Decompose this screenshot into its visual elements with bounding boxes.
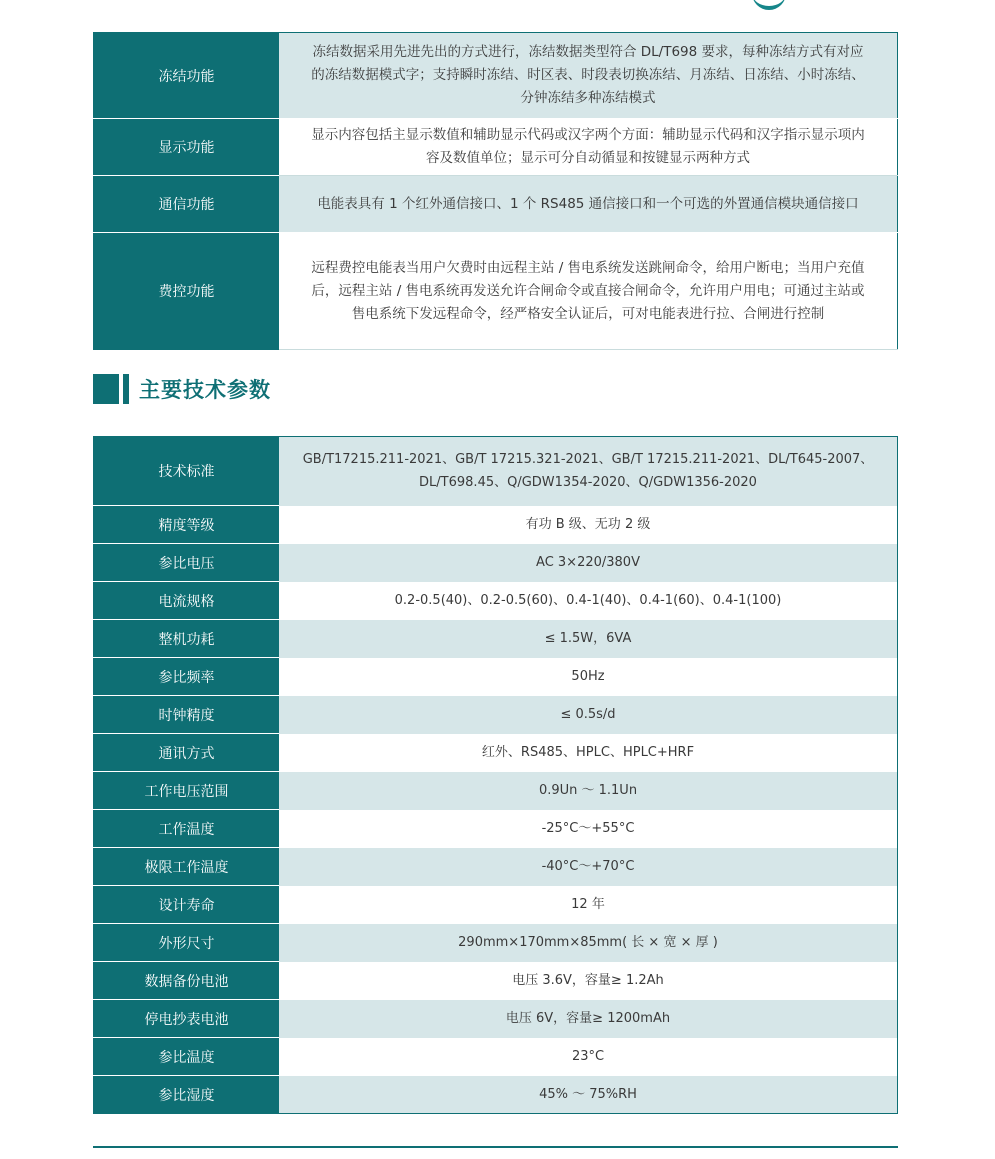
spec-label: 极限工作温度	[94, 848, 280, 886]
spec-label: 精度等级	[94, 506, 280, 544]
feature-label: 通信功能	[94, 176, 280, 233]
table-row	[94, 962, 898, 1000]
table-row	[94, 1000, 898, 1038]
bottom-divider	[93, 1146, 898, 1148]
spec-value: 0.2-0.5(40)、0.2-0.5(60)、0.4-1(40)、0.4-1(60)、0.4-1(100)	[279, 582, 898, 620]
spec-value: ≤ 0.5s/d	[279, 696, 898, 734]
spec-label: 通讯方式	[94, 734, 280, 772]
spec-value: 12 年	[279, 886, 898, 924]
table-row	[94, 620, 898, 658]
spec-label: 设计寿命	[94, 886, 280, 924]
table-row	[94, 437, 898, 506]
table-row	[94, 544, 898, 582]
section-title: 主要技术参数	[139, 378, 271, 402]
decorative-arc	[752, 0, 786, 10]
table-row	[94, 176, 898, 233]
spec-value: AC 3×220/380V	[279, 544, 898, 582]
spec-value: 红外、RS485、HPLC、HPLC+HRF	[279, 734, 898, 772]
spec-label: 工作温度	[94, 810, 280, 848]
spec-value: 290mm×170mm×85mm( 长 × 宽 × 厚 )	[279, 924, 898, 962]
spec-value: ≤ 1.5W，6VA	[279, 620, 898, 658]
section-heading	[93, 374, 271, 404]
table-row	[94, 119, 898, 176]
spec-label: 整机功耗	[94, 620, 280, 658]
heading-bar-icon	[123, 374, 129, 404]
spec-value: 有功 B 级、无功 2 级	[279, 506, 898, 544]
table-row	[94, 696, 898, 734]
table-row	[94, 582, 898, 620]
spec-label: 参比电压	[94, 544, 280, 582]
table-row	[94, 233, 898, 350]
table-row	[94, 734, 898, 772]
spec-label: 参比湿度	[94, 1076, 280, 1114]
table-row	[94, 772, 898, 810]
spec-label: 参比频率	[94, 658, 280, 696]
feature-table	[93, 32, 898, 350]
table-row	[94, 886, 898, 924]
spec-value: 电压 3.6V，容量≥ 1.2Ah	[279, 962, 898, 1000]
heading-bar-icon	[93, 374, 119, 404]
spec-value: 电压 6V，容量≥ 1200mAh	[279, 1000, 898, 1038]
spec-value: -40°C～+70°C	[279, 848, 898, 886]
spec-table	[93, 436, 898, 1114]
table-row	[94, 1038, 898, 1076]
feature-description: 冻结数据采用先进先出的方式进行，冻结数据类型符合 DL/T698 要求，每种冻结方式有对应的冻结数据模式字；支持瞬时冻结、时区表、时段表切换冻结、月冻结、日冻结、小时冻结、分钟冻结多种冻结模式	[279, 33, 898, 119]
spec-value: 50Hz	[279, 658, 898, 696]
table-row	[94, 848, 898, 886]
spec-label: 停电抄表电池	[94, 1000, 280, 1038]
spec-value: 0.9Un ～ 1.1Un	[279, 772, 898, 810]
spec-label: 技术标准	[94, 437, 280, 506]
spec-label: 工作电压范围	[94, 772, 280, 810]
spec-value: GB/T17215.211-2021、GB/T 17215.321-2021、GB/T 17215.211-2021、DL/T645-2007、DL/T698.45、Q/GDW1354-2020、Q/GDW1356-2020	[279, 437, 898, 506]
table-row	[94, 33, 898, 119]
spec-label: 外形尺寸	[94, 924, 280, 962]
feature-label: 冻结功能	[94, 33, 280, 119]
table-row	[94, 1076, 898, 1114]
table-row	[94, 658, 898, 696]
spec-value: 23°C	[279, 1038, 898, 1076]
feature-description: 显示内容包括主显示数值和辅助显示代码或汉字两个方面：辅助显示代码和汉字指示显示项内容及数值单位；显示可分自动循显和按键显示两种方式	[279, 119, 898, 176]
table-row	[94, 924, 898, 962]
table-row	[94, 506, 898, 544]
feature-description: 电能表具有 1 个红外通信接口、1 个 RS485 通信接口和一个可选的外置通信模块通信接口	[279, 176, 898, 233]
spec-label: 数据备份电池	[94, 962, 280, 1000]
feature-description: 远程费控电能表当用户欠费时由远程主站 / 售电系统发送跳闸命令，给用户断电；当用户充值后，远程主站 / 售电系统再发送允许合闸命令或直接合闸命令，允许用户用电；可通过主站或售电系统下发远程命令，经严格安全认证后，可对电能表进行拉、合闸进行控制	[279, 233, 898, 350]
spec-value: -25°C～+55°C	[279, 810, 898, 848]
spec-value: 45% ～ 75%RH	[279, 1076, 898, 1114]
feature-label: 显示功能	[94, 119, 280, 176]
spec-label: 时钟精度	[94, 696, 280, 734]
spec-label: 参比温度	[94, 1038, 280, 1076]
table-row	[94, 810, 898, 848]
spec-label: 电流规格	[94, 582, 280, 620]
feature-label: 费控功能	[94, 233, 280, 350]
